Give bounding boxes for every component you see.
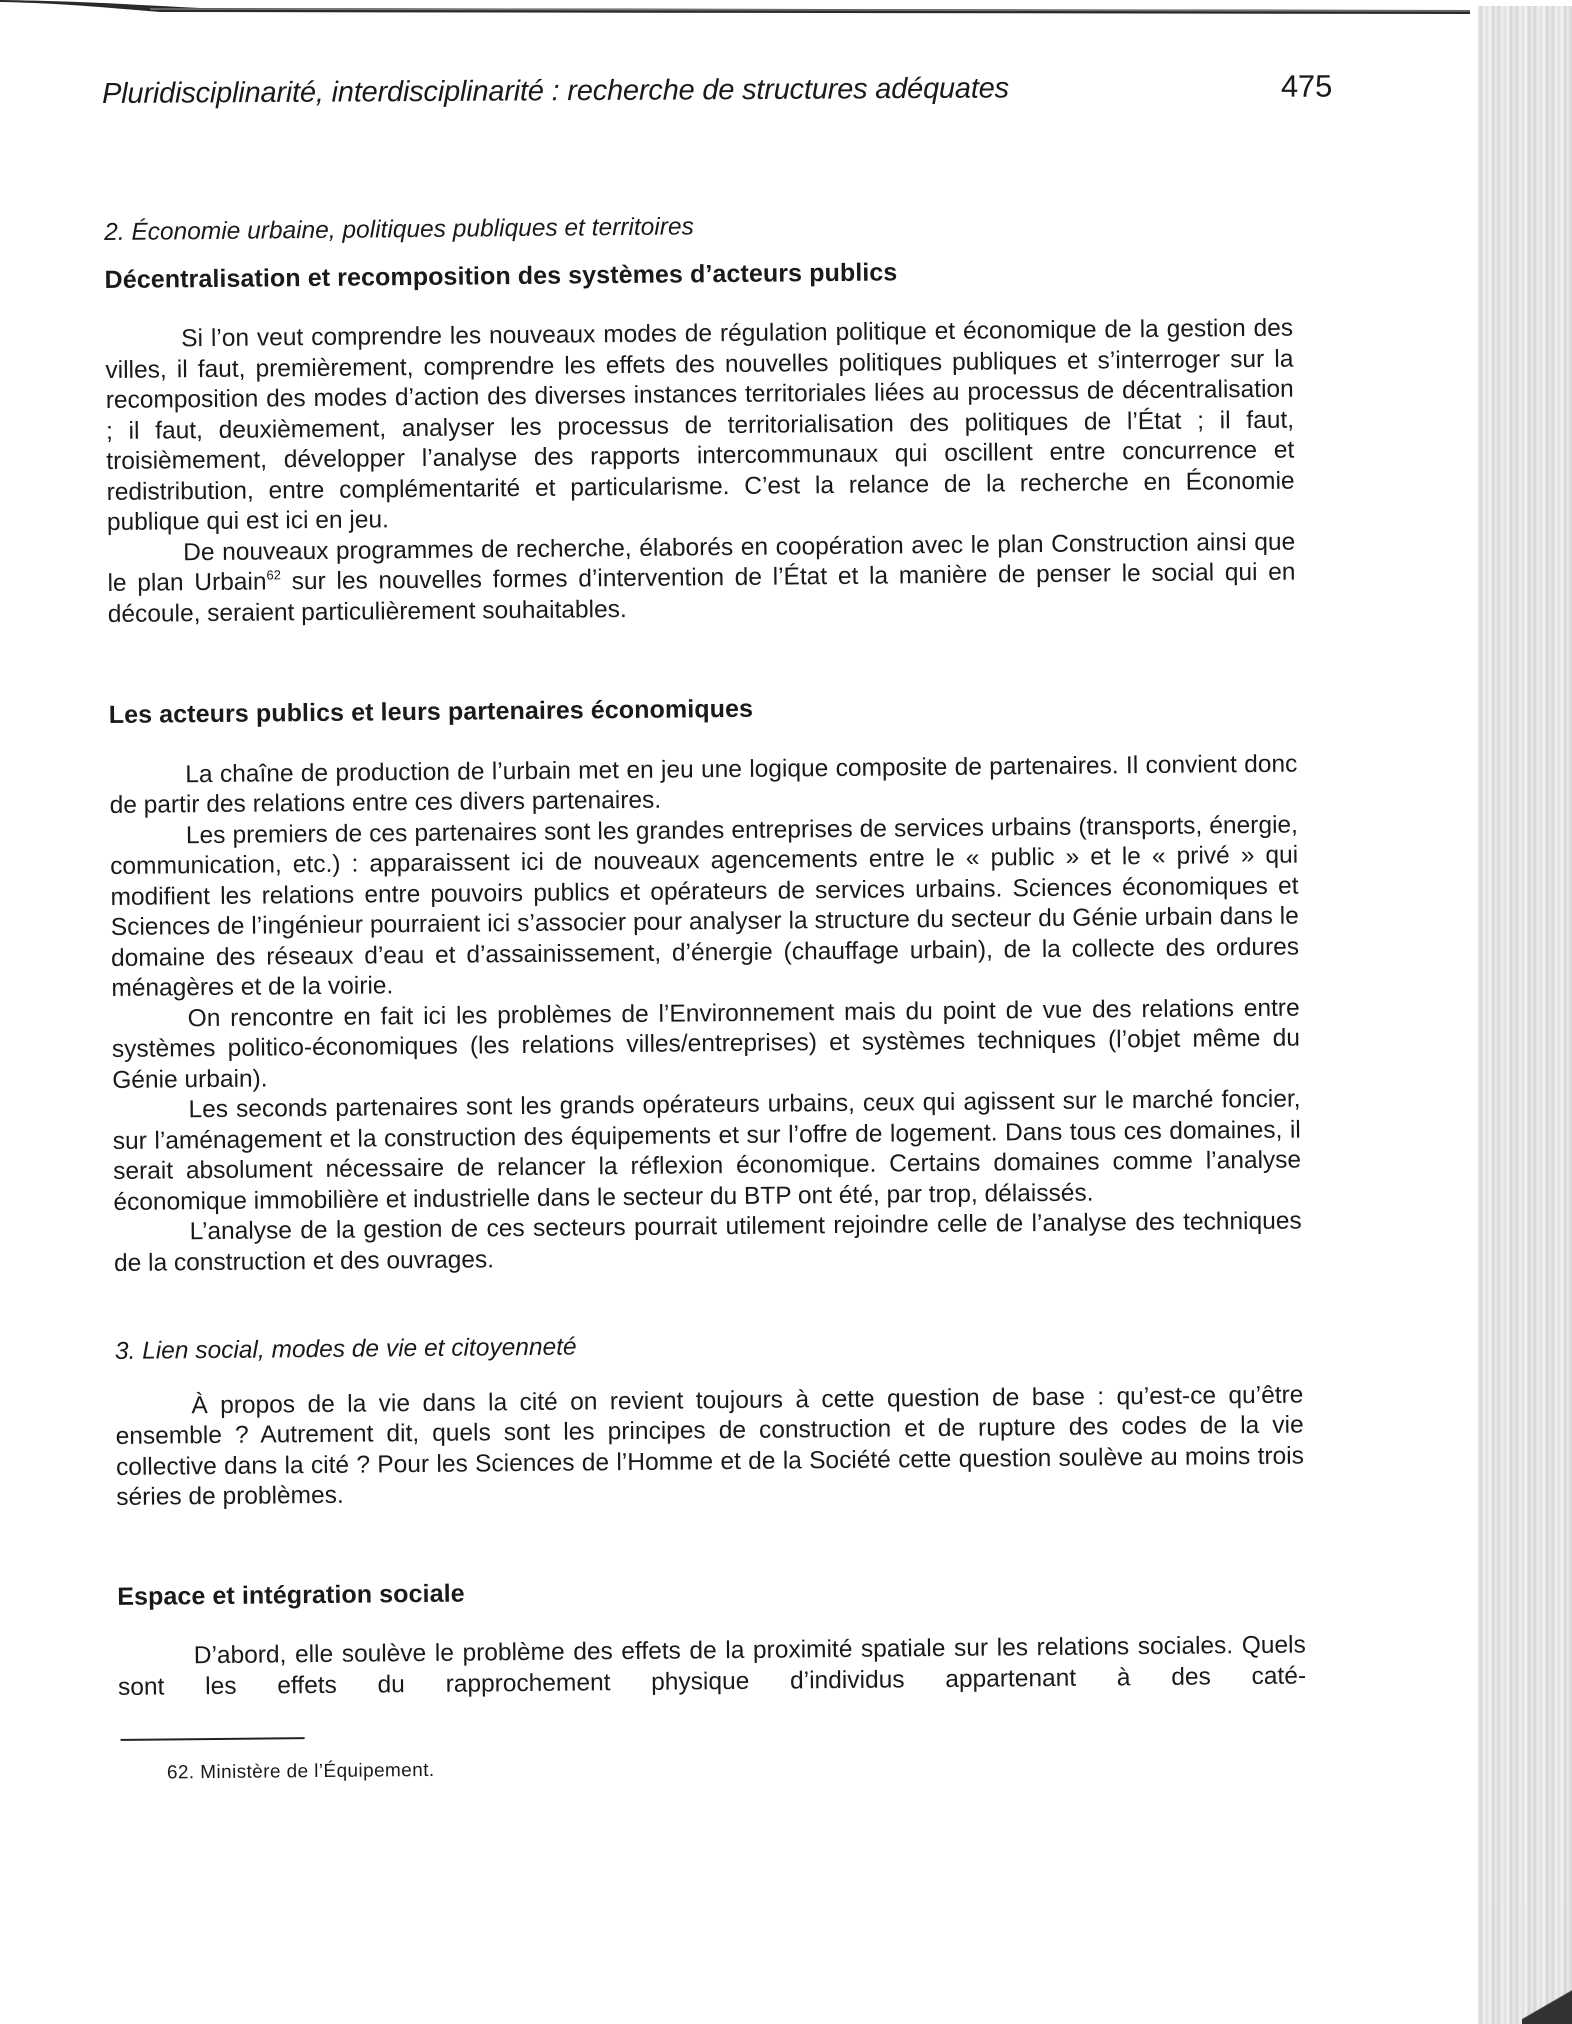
- running-head: [102, 68, 1333, 111]
- section-title: 3. Lien social, modes de vie et citoyenneté: [114, 1333, 577, 1365]
- subsection-heading: Décentralisation et recomposition des systèmes d’acteurs publics: [104, 257, 898, 294]
- page-edges-stack: [1478, 6, 1572, 2024]
- footnote: [119, 1748, 1307, 1790]
- footnote-separator: [121, 1737, 305, 1741]
- running-head-title: Pluridisciplinarité, interdisciplinarité : recherche de structures adéquates: [102, 72, 1009, 110]
- page-number: 475: [1280, 68, 1333, 104]
- subsection-heading: Espace et intégration sociale: [117, 1579, 465, 1611]
- paragraph-text: De nouveaux programmes de recherche, élaborés en coopération avec le plan Construction ainsi que le plan Urbain: [107, 528, 1296, 597]
- section-title: 2. Économie urbaine, politiques publiques et territoires: [104, 213, 694, 246]
- paragraph: La chaîne de production de l’urbain met en jeu une logique composite de partenaires. Il convient donc de partir des relations entre ces divers partenaires.: [109, 750, 1298, 819]
- paragraph: [107, 527, 1296, 630]
- paragraph: On rencontre en fait ici les problèmes de l’Environnement mais du point de vue des relations entre systèmes politico-économiques (les relations villes/entreprises) et systèmes techniques (l’objet même du Génie urbain).: [111, 994, 1301, 1094]
- page-body: [104, 207, 1307, 1790]
- paragraph: L’analyse de la gestion de ces secteurs pourrait utilement rejoindre celle de l’analyse des techniques de la construction et des ouvrages.: [113, 1207, 1302, 1277]
- paragraph: À propos de la vie dans la cité on revient toujours à cette question de base : qu’est-ce qu’être ensemble ? Autrement dit, quels sont les principes de construction et de rupture des codes de la vie collective dans la cité ? Pour les Sciences de l’Homme et de la Société cette question soulève au moins trois séries de problèmes.: [115, 1381, 1305, 1511]
- paragraph: Les premiers de ces partenaires sont les grandes entreprises de services urbains (transports, énergie, communication, etc.) : apparaissent ici de nouveaux agencements entre le « public » et le « privé » qui modifient les relations entre pouvoirs publics et opérateurs de services urbains. Sciences économiques et Sciences de l’ingénieur pourraient ici s’associer pour analyser la structure du secteur du Génie urbain dans le domaine des réseaux d’eau et d’assainissement, d’énergie (chauffage urbain), de la collecte des ordures ménagères et de la voirie.: [110, 811, 1300, 1002]
- footnote-number: 62.: [166, 1762, 195, 1784]
- paragraph: Les seconds partenaires sont les grands opérateurs urbains, ceux qui agissent sur le marché foncier, sur l’aménagement et la construction des équipements et sur l’offre de logement. Dans tous ces domaines, il serait absolument nécessaire de relancer la réflexion économique. Certains domaines comme l’analyse économique immobilière et industrielle dans le secteur du BTP ont été, par trop, délaissés.: [112, 1085, 1302, 1216]
- subsection-heading: Les acteurs publics et leurs partenaires économiques: [108, 694, 754, 729]
- footnote-text: Ministère de l’Équipement.: [200, 1759, 435, 1784]
- paragraph: D’abord, elle soulève le problème des effets de la proximité spatiale sur les relations sociales. Quels sont les effets du rapprochement physique d’individus appartenant à des caté-: [117, 1631, 1307, 1701]
- footnote-reference[interactable]: 62: [266, 567, 281, 583]
- paragraph: Si l’on veut comprendre les nouveaux modes de régulation politique et économique de la gestion des villes, il faut, premièrement, comprendre les effets des nouvelles politiques publiques et s’interroger sur la recomposition des modes d’action des diverses instances territoriales liées au processus de décentralisation ; il faut, deuxièmement, analyser les processus de territorialisation des politiques de l’État ; il faut, troisièmement, développer l’analyse des rapports intercommunaux qui oscillent entre concurrence et redistribution, entre complémentarité et particularisme. C’est la relance de la recherche en Économie publique qui est ici en jeu.: [105, 314, 1295, 536]
- paragraph-text: sur les nouvelles formes d’intervention de l’État et la manière de penser le social qui en découle, seraient particulièrement souhaitables.: [107, 558, 1296, 628]
